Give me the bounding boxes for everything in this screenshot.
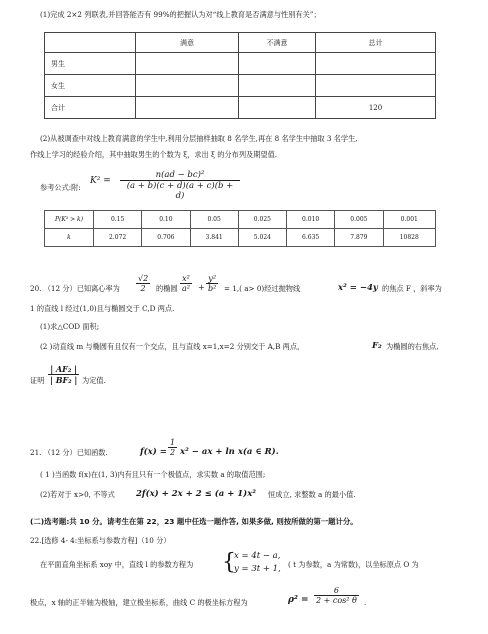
table-row-label: 合计: [45, 97, 136, 119]
ellipse-x-term: [180, 274, 192, 293]
function-body: x² − ax + ln x(a ∈ R).: [180, 447, 279, 457]
parametric-y: y = 3t + 1,: [234, 564, 281, 574]
ellipse-x-denominator: a²: [182, 284, 190, 293]
table-header: 总计: [316, 33, 436, 53]
table-cell: 0.025: [238, 211, 286, 229]
inequality: 2f(x) + 2x + 2 ≤ (a + 1)x²: [136, 489, 256, 499]
table-cell: [316, 53, 436, 75]
q19-part2-line2: 作线上学习的经验介绍，其中抽取男生的个数为 ξ，求出 ξ 的分布列及期望值.: [30, 150, 278, 159]
ellipse-y-numerator: y²: [206, 274, 218, 284]
parabola-equation: x² = −4y: [338, 283, 378, 293]
table-row-label: 男生: [45, 53, 136, 75]
q21-sub2: (2)若对于 x>0, 不等式: [40, 490, 115, 499]
table-cell: [239, 53, 316, 75]
table-cell: [45, 33, 136, 53]
function-name: f(x) =: [140, 447, 167, 457]
table-row: [45, 75, 436, 97]
table-cell: 0.15: [94, 211, 142, 229]
ellipse-plus: +: [198, 283, 205, 292]
table-cell: 5.024: [238, 229, 286, 247]
table-cell: 3.841: [190, 229, 238, 247]
formula-denominator: (a + b)(c + d)(a + c)(b + d): [126, 181, 234, 201]
q22-line2: 极点，x 轴的正半轴为极轴，建立极坐标系，曲线 C 的极坐标方程为: [30, 598, 248, 607]
q19-part1-text: (1)完成 2×2 列联表,并回答能否有 99%的把握认为对“线上教育是否满意与性别有关”；: [40, 10, 321, 19]
optional-section-title: (二)选考题:共 10 分。请考生在第 22，23 题中任选一题作答, 如果多做, 则按所做的第一题计分。: [30, 517, 358, 526]
eccentricity-denominator: 2: [140, 284, 146, 293]
q20-intro: 20. （12 分）已知离心率为: [30, 284, 120, 293]
reference-label: 参考公式:附:: [40, 183, 81, 192]
table-cell: 0.005: [335, 211, 383, 229]
ratio-denominator: | BF₂ |: [50, 375, 78, 385]
table-cell: 10828: [383, 229, 436, 247]
table-cell: 2.072: [94, 229, 142, 247]
table-header: 不满意: [239, 33, 316, 53]
parametric-x: x = 4t − a,: [234, 551, 281, 561]
q20-ellipse-label: 的椭圆: [156, 284, 178, 293]
q22-line1-tail: ( t 为参数，a 为常数)，以坐标原点 O 为: [288, 560, 419, 569]
table-row-label: 女生: [45, 75, 136, 97]
q21-sub2-tail: 恒成立, 求整数 a 的最小值.: [268, 490, 356, 499]
q20-focus-text: 的焦点 F ，斜率为: [382, 284, 442, 293]
q20-sub2: (2 )动直线 m 与椭圆有且仅有一个交点，且与直线 x=1,x=2 分别交于 A,B 两点，: [40, 342, 305, 351]
half-fraction: [168, 438, 177, 457]
q22-line2-end: .: [364, 598, 367, 607]
table-cell: 0.010: [287, 211, 335, 229]
half-numerator: 1: [170, 438, 176, 447]
table-header: 满意: [136, 33, 239, 53]
brace-icon: {: [222, 550, 236, 575]
table-cell: [136, 75, 239, 97]
eccentricity-numerator: √2: [138, 274, 149, 283]
half-denominator: 2: [170, 448, 176, 457]
table-cell: 0.10: [142, 211, 190, 229]
table-cell: 120: [316, 97, 436, 119]
table-cell: 0.05: [190, 211, 238, 229]
q19-part2-line1: (2)从被调查中对线上教育满意的学生中,利用分层抽样抽取 8 名学生,再在 8 名学生中抽取 3 名学生,: [40, 134, 358, 143]
q20-sub2-tail: 为椭圆的右焦点,: [386, 342, 439, 351]
table-row-label: P(K² > k): [45, 211, 94, 229]
q20-condition: = 1,( a> 0)经过抛物线: [224, 284, 301, 293]
table-cell: [316, 75, 436, 97]
table-cell: 0.001: [383, 211, 436, 229]
formula-numerator: n(ad − bc)²: [120, 170, 240, 181]
q21-intro: 21. （12 分）已知函数.: [30, 448, 108, 457]
formula-lhs: K² =: [90, 176, 111, 186]
table-cell: 0.706: [142, 229, 190, 247]
q21-sub1: ( 1 )当函数 f(x)在(1, 3)内有且只有一个极值点，求实数 a 的取值范围;: [40, 470, 266, 479]
polar-numerator: 6: [314, 586, 359, 596]
formula-fraction: [120, 170, 240, 201]
right-focus-symbol: F₂: [372, 341, 382, 351]
ellipse-x-numerator: x²: [180, 274, 192, 284]
ratio-numerator: | AF₂ |: [48, 364, 79, 375]
table-row: [45, 229, 436, 247]
table-cell: [239, 97, 316, 119]
contingency-table: [44, 32, 436, 119]
table-cell: 6.635: [287, 229, 335, 247]
q20-sub1: (1)求△COD 面积;: [40, 322, 100, 331]
q20-prove-tail: 为定值.: [82, 376, 106, 385]
table-cell: [136, 53, 239, 75]
table-row: [45, 97, 436, 119]
q20-prove-label: 证明: [30, 376, 45, 385]
table-cell: 7.879: [335, 229, 383, 247]
ratio-fraction: [48, 364, 79, 385]
ellipse-y-term: [206, 274, 218, 293]
table-row: [45, 53, 436, 75]
q22-line1: 在平面直角坐标系 xoy 中，直线 l 的参数方程为: [40, 560, 194, 569]
q20-line2: 1 的直线 l 经过(1,0)且与椭圆交于 C,D 两点.: [30, 304, 175, 313]
table-row: [45, 211, 436, 229]
polar-lhs: ρ² =: [288, 595, 309, 605]
critical-value-table: [44, 210, 436, 247]
table-cell: [136, 97, 239, 119]
q22-heading: 22.[选修 4- 4:坐标系与参数方程]（10 分）: [30, 536, 171, 545]
ellipse-y-denominator: b²: [208, 284, 217, 293]
eccentricity-fraction: [136, 274, 150, 293]
polar-denominator: 2 + cos² θ: [316, 596, 357, 605]
parametric-equations: [234, 550, 281, 576]
table-row-label: k: [45, 229, 94, 247]
polar-fraction: [314, 586, 359, 605]
table-cell: [239, 75, 316, 97]
table-row: [45, 33, 436, 53]
